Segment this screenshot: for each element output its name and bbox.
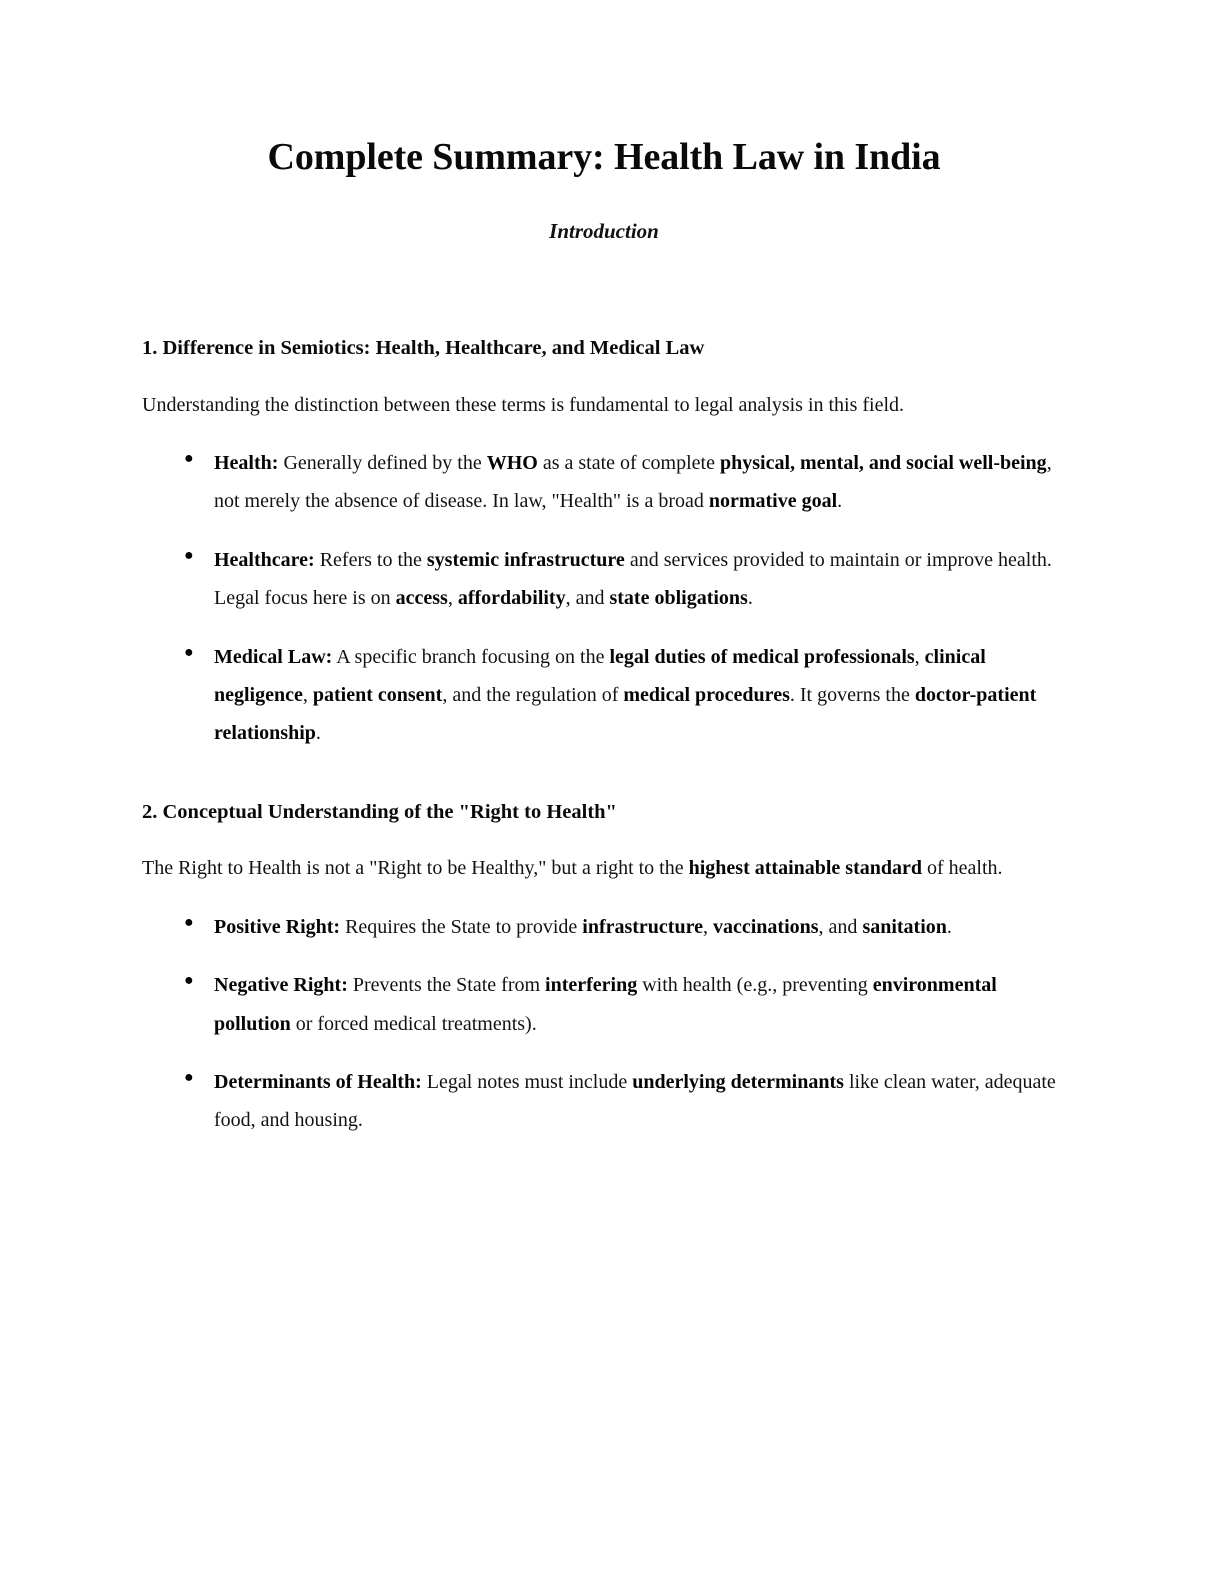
- document-content: [142, 0, 1066, 1140]
- list-item: [142, 541, 1066, 618]
- list-item-text: Negative Right: Prevents the State from interfering with health (e.g., preventing environmental pollution or forced medical treatments).: [214, 974, 997, 1035]
- list-item-text: Medical Law: A specific branch focusing on the legal duties of medical professionals, clinical negligence, patient consent, and the regulation of medical procedures. It governs the doctor-patient relationship.: [214, 645, 1037, 745]
- list-item-text: Health: Generally defined by the WHO as a state of complete physical, mental, and social well-being, not merely the absence of disease. In law, "Health" is a broad normative goal.: [214, 451, 1052, 513]
- section-2-bullet-list: [142, 888, 1066, 1140]
- list-item: [142, 444, 1066, 521]
- bullet-marker-icon: ●: [184, 449, 194, 467]
- list-item: [142, 638, 1066, 753]
- bullet-marker-icon: ●: [184, 643, 194, 661]
- section-2-paragraph: The Right to Health is not a "Right to be Healthy," but a right to the highest attainable standard of health.: [142, 857, 1003, 880]
- section-spacer: [142, 753, 1066, 797]
- list-item-text: Positive Right: Requires the State to provide infrastructure, vaccinations, and sanitation.: [214, 915, 952, 938]
- section-1-bullet-list: [142, 424, 1066, 753]
- bullet-marker-icon: ●: [184, 1068, 194, 1086]
- list-item-text: Healthcare: Refers to the systemic infrastructure and services provided to maintain or improve health. Legal focus here is on access, affordability, and state obligations.: [214, 548, 1052, 610]
- list-item: [142, 966, 1066, 1043]
- bullet-marker-icon: ●: [184, 546, 194, 564]
- list-item: [142, 1063, 1066, 1140]
- bullet-marker-icon: ●: [184, 972, 194, 990]
- section-1-heading: 1. Difference in Semiotics: Health, Healthcare, and Medical Law: [142, 336, 705, 359]
- title-spacer: [142, 245, 1066, 333]
- section-1: [142, 333, 1066, 753]
- list-item: [142, 908, 1066, 946]
- section-2: [142, 797, 1066, 1140]
- list-item-text: Determinants of Health: Legal notes must include underlying determinants like clean water, adequate food, and housing.: [214, 1070, 1056, 1132]
- document-subtitle: Introduction: [549, 218, 659, 243]
- section-2-heading: 2. Conceptual Understanding of the "Right to Health": [142, 800, 617, 823]
- section-1-paragraph: Understanding the distinction between these terms is fundamental to legal analysis in this field.: [142, 393, 905, 416]
- page-title: Complete Summary: Health Law in India: [267, 136, 941, 178]
- bullet-marker-icon: ●: [184, 913, 194, 931]
